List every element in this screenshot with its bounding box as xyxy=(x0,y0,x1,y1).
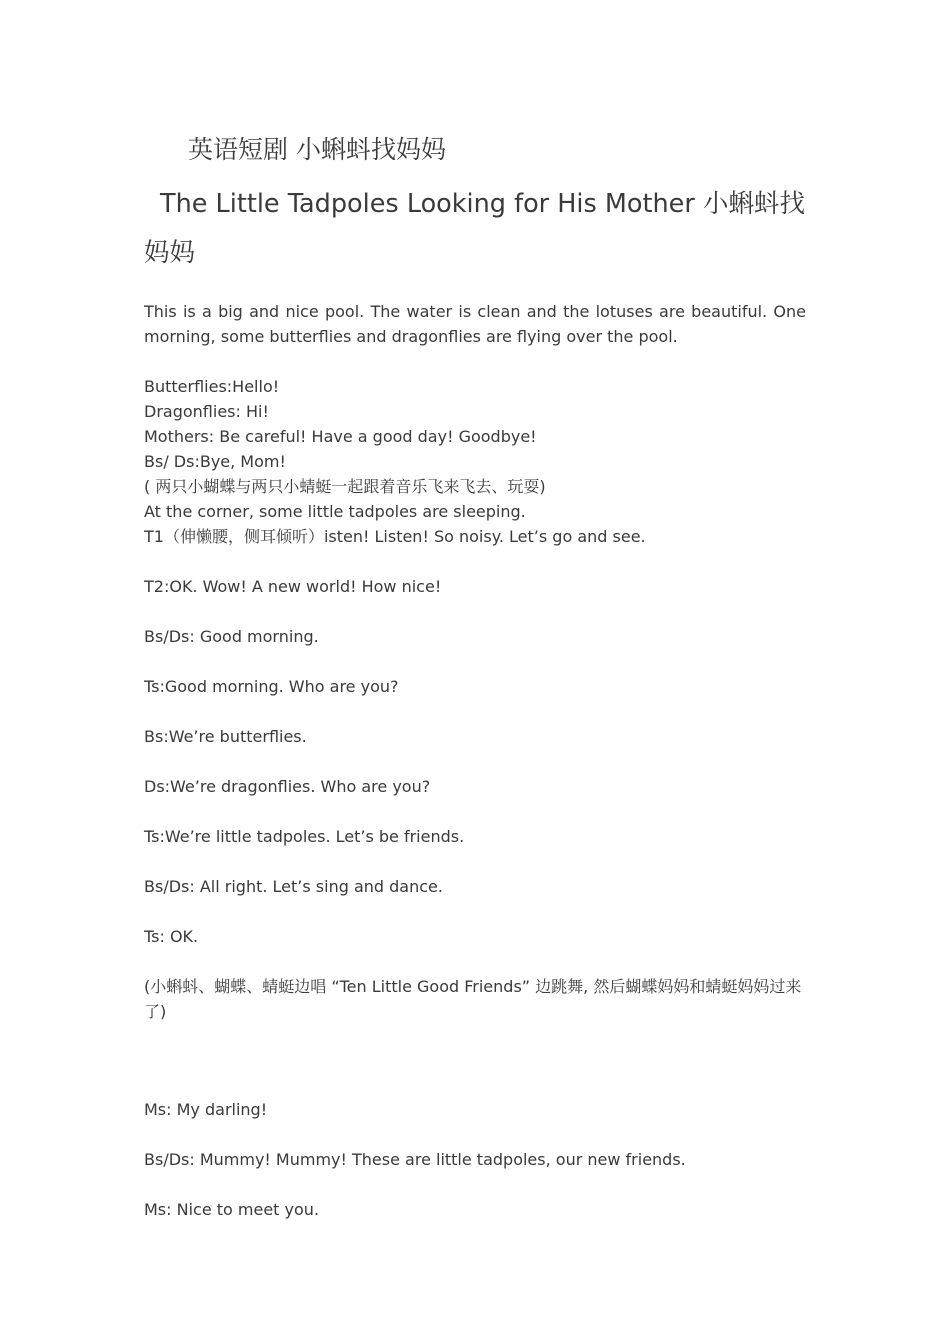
dialogue-line: Ts: OK. xyxy=(144,927,199,946)
chinese-title: 英语短剧 小蝌蚪找妈妈 xyxy=(188,135,446,164)
dialogue-line: Bs/Ds: Good morning. xyxy=(144,627,319,646)
english-title: The Little Tadpoles Looking for His Mother 小蝌蚪找妈妈 xyxy=(144,189,805,268)
dialogue-line: Bs/ Ds:Bye, Mom! xyxy=(144,452,286,471)
stage-direction: (小蝌蚪、蝴蝶、蜻蜓边唱 “Ten Little Good Friends” 边跳舞, 然后蝴蝶妈妈和蜻蜓妈妈过来了) xyxy=(144,977,802,1021)
dialogue-line: Ts:We’re little tadpoles. Let’s be friends. xyxy=(144,827,465,846)
stage-direction: ( 两只小蝴蝶与两只小蜻蜓一起跟着音乐飞来飞去、玩耍) xyxy=(144,477,546,496)
dialogue-line: Ts:Good morning. Who are you? xyxy=(144,677,399,696)
dialogue-line: T2:OK. Wow! A new world! How nice! xyxy=(144,577,442,596)
dialogue-line: Ms: My darling! xyxy=(144,1100,268,1119)
dialogue-line: Ms: Nice to meet you. xyxy=(144,1200,320,1219)
intro-paragraph: This is a big and nice pool. The water is clean and the lotuses are beautiful. One morning, some butterflies and dragonflies are flying over the pool. xyxy=(144,302,806,346)
dialogue-line: Dragonflies: Hi! xyxy=(144,402,269,421)
dialogue-line: Ds:We’re dragonflies. Who are you? xyxy=(144,777,431,796)
dialogue-line: Bs/Ds: All right. Let’s sing and dance. xyxy=(144,877,443,896)
dialogue-line: Mothers: Be careful! Have a good day! Goodbye! xyxy=(144,427,537,446)
script-body xyxy=(144,299,806,1222)
narration-line: At the corner, some little tadpoles are sleeping. xyxy=(144,502,526,521)
dialogue-line: Butterflies:Hello! xyxy=(144,377,280,396)
dialogue-line: T1（伸懒腰，侧耳倾听）isten! Listen! So noisy. Let’s go and see. xyxy=(144,527,646,546)
dialogue-line: Bs:We’re butterflies. xyxy=(144,727,307,746)
dialogue-line: Bs/Ds: Mummy! Mummy! These are little tadpoles, our new friends. xyxy=(144,1150,686,1169)
